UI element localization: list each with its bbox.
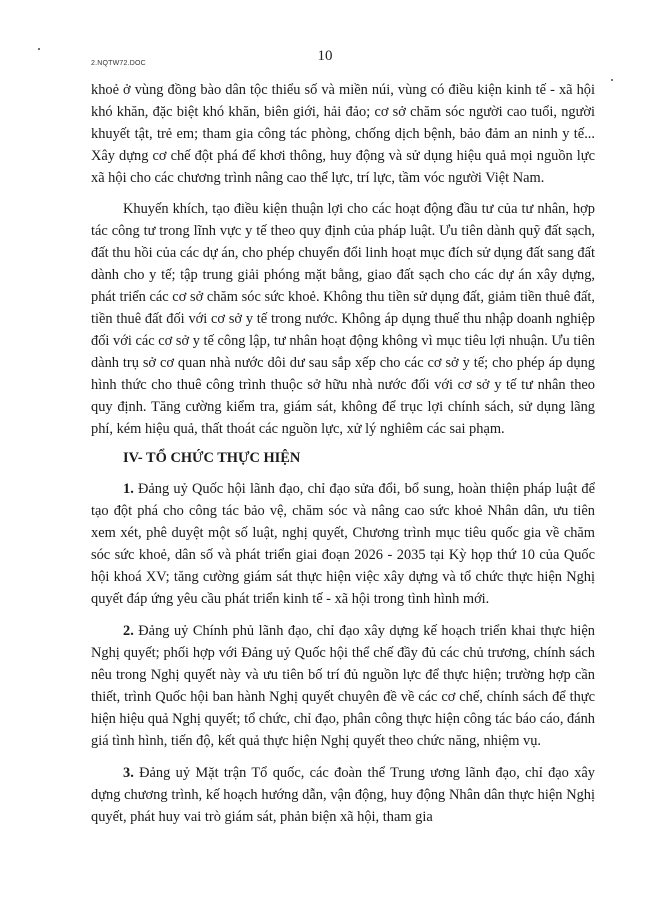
item-text: Đảng uỷ Quốc hội lãnh đạo, chỉ đạo sửa đổi, bổ sung, hoàn thiện pháp luật để tạo đột phá cho công tác bảo vệ, chăm sóc và nâng cao sức khoẻ Nhân dân, ưu tiên xem xét, phê duyệt một số luật, nghị quyết, Chương trình mục tiêu quốc gia về chăm sóc sức khoẻ, dân số và phát triển giai đoạn 2026 - 2035 tại Kỳ họp thứ 10 của Quốc hội khoá XV; tăng cường giám sát thực hiện việc xây dựng và tổ chức thực hiện Nghị quyết đáp ứng yêu cầu phát triển kinh tế - xã hội trong tình hình mới.: [91, 481, 595, 607]
scan-speck: [611, 79, 613, 81]
list-item: [91, 620, 595, 752]
item-number: 3.: [123, 765, 134, 781]
item-number: 1.: [123, 481, 134, 497]
document-body: [91, 79, 595, 828]
list-item: [91, 762, 595, 828]
section-heading: IV- TỔ CHỨC THỰC HIỆN: [123, 450, 301, 466]
item-number: 2.: [123, 623, 134, 639]
item-text: Đảng uỷ Chính phủ lãnh đạo, chỉ đạo xây dựng kế hoạch triển khai thực hiện Nghị quyết; phối hợp với Đảng uỷ Quốc hội thể chế đầy đủ các chủ trương, chính sách nêu trong Nghị quyết này và ưu tiên bố trí đủ nguồn lực để thực hiện; trường hợp cần thiết, trình Quốc hội ban hành Nghị quyết chuyên đề về các cơ chế, chính sách để thực hiện hiệu quả Nghị quyết; tổ chức, chỉ đạo, phân công thực hiện công tác báo cáo, đánh giá tình hình, tiến độ, kết quả thực hiện Nghị quyết theo chức năng, nhiệm vụ.: [91, 623, 595, 749]
paragraph-private-investment: Khuyến khích, tạo điều kiện thuận lợi cho các hoạt động đầu tư của tư nhân, hợp tác công tư trong lĩnh vực y tế theo quy định của pháp luật. Ưu tiên dành quỹ đất sạch, đất thu hồi của các dự án, cho phép chuyển đổi linh hoạt mục đích sử dụng đất sang đất dành cho y tế; tập trung giải phóng mặt bằng, giao đất sạch cho các dự án xây dựng, phát triển các cơ sở chăm sóc sức khoẻ. Không thu tiền sử dụng đất, giảm tiền thuê đất, tiền thuê đất đối với cơ sở y tế trong nước. Không áp dụng thuế thu nhập doanh nghiệp đối với các cơ sở y tế công lập, tư nhân hoạt động không vì mục tiêu lợi nhuận. Ưu tiên dành trụ sở cơ quan nhà nước dôi dư sau sắp xếp cho các cơ sở y tế; cho phép áp dụng hình thức cho thuê công trình thuộc sở hữu nhà nước đối với cơ sở y tế tư nhân theo quy định. Tăng cường kiểm tra, giám sát, không để trục lợi chính sách, sử dụng lãng phí, kém hiệu quả, thất thoát các nguồn lực, xử lý nghiêm các sai phạm.: [91, 201, 595, 437]
paragraph-continuation: khoẻ ở vùng đồng bào dân tộc thiểu số và miền núi, vùng có điều kiện kinh tế - xã hội khó khăn, đặc biệt khó khăn, biên giới, hải đảo; cơ sở chăm sóc người cao tuổi, người khuyết tật, trẻ em; tham gia công tác phòng, chống dịch bệnh, bảo đảm an ninh y tế... Xây dựng cơ chế đột phá để khơi thông, huy động và sử dụng hiệu quả mọi nguồn lực xã hội cho các chương trình nâng cao thể lực, trí lực, tầm vóc người Việt Nam.: [91, 82, 595, 186]
page-number: 10: [317, 48, 333, 64]
list-item: [91, 478, 595, 610]
document-filename: 2.NQTW72.DOC: [91, 60, 146, 67]
item-text: Đảng uỷ Mặt trận Tổ quốc, các đoàn thể Trung ương lãnh đạo, chỉ đạo xây dựng chương trình, kế hoạch hướng dẫn, vận động, huy động Nhân dân thực hiện Nghị quyết, phát huy vai trò giám sát, phản biện xã hội, tham gia: [91, 765, 595, 825]
